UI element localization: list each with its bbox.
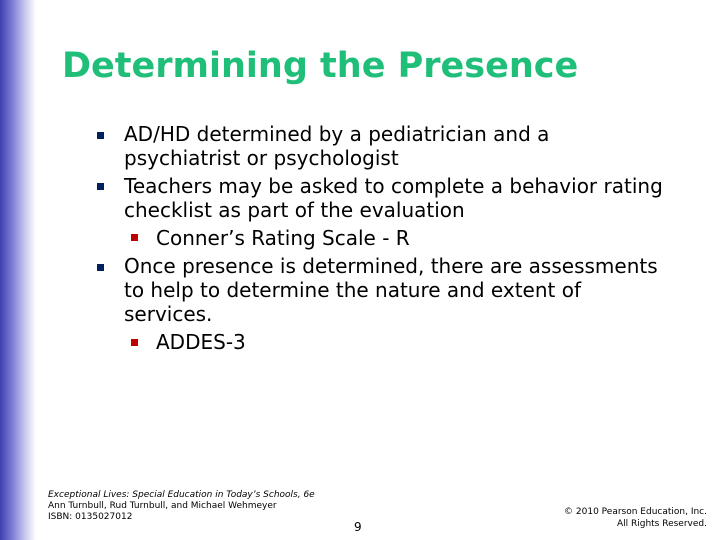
bullet-item-3 [124, 254, 664, 326]
footer-citation [48, 490, 315, 523]
bullet-text-1: AD/HD determined by a pediatrician and a psychiatrist or psychologist [124, 122, 550, 170]
decorative-side-gradient [0, 0, 36, 540]
sub-bullet-item-3 [156, 330, 246, 354]
bullet-marker-2 [97, 183, 104, 190]
bullet-text-3: Once presence is determined, there are assessments to help to determine the nature and extent of services. [124, 254, 658, 326]
sub-bullet-item-2 [156, 226, 410, 250]
bullet-item-1 [124, 122, 664, 170]
slide-title: Determining the Presence [62, 46, 579, 86]
footer-isbn: ISBN: 0135027012 [48, 512, 133, 522]
sub-bullet-marker-2 [131, 234, 138, 241]
bullet-item-2 [124, 174, 664, 222]
page-number: 9 [354, 520, 362, 534]
sub-bullet-marker-3 [131, 339, 138, 346]
footer-copyright [564, 506, 707, 530]
sub-bullet-text-2: Conner’s Rating Scale - R [156, 226, 410, 250]
copyright-line-2: All Rights Reserved. [616, 519, 707, 529]
bullet-text-2: Teachers may be asked to complete a behavior rating checklist as part of the evaluation [124, 174, 663, 222]
footer-authors: Ann Turnbull, Rud Turnbull, and Michael Wehmeyer [48, 501, 277, 511]
footer-book-title: Exceptional Lives: Special Education in Today’s Schools, 6e [48, 490, 315, 500]
sub-bullet-text-3: ADDES-3 [156, 330, 246, 354]
copyright-line-1: © 2010 Pearson Education, Inc. [564, 507, 707, 517]
bullet-marker-3 [97, 264, 104, 271]
bullet-marker-1 [97, 132, 104, 139]
